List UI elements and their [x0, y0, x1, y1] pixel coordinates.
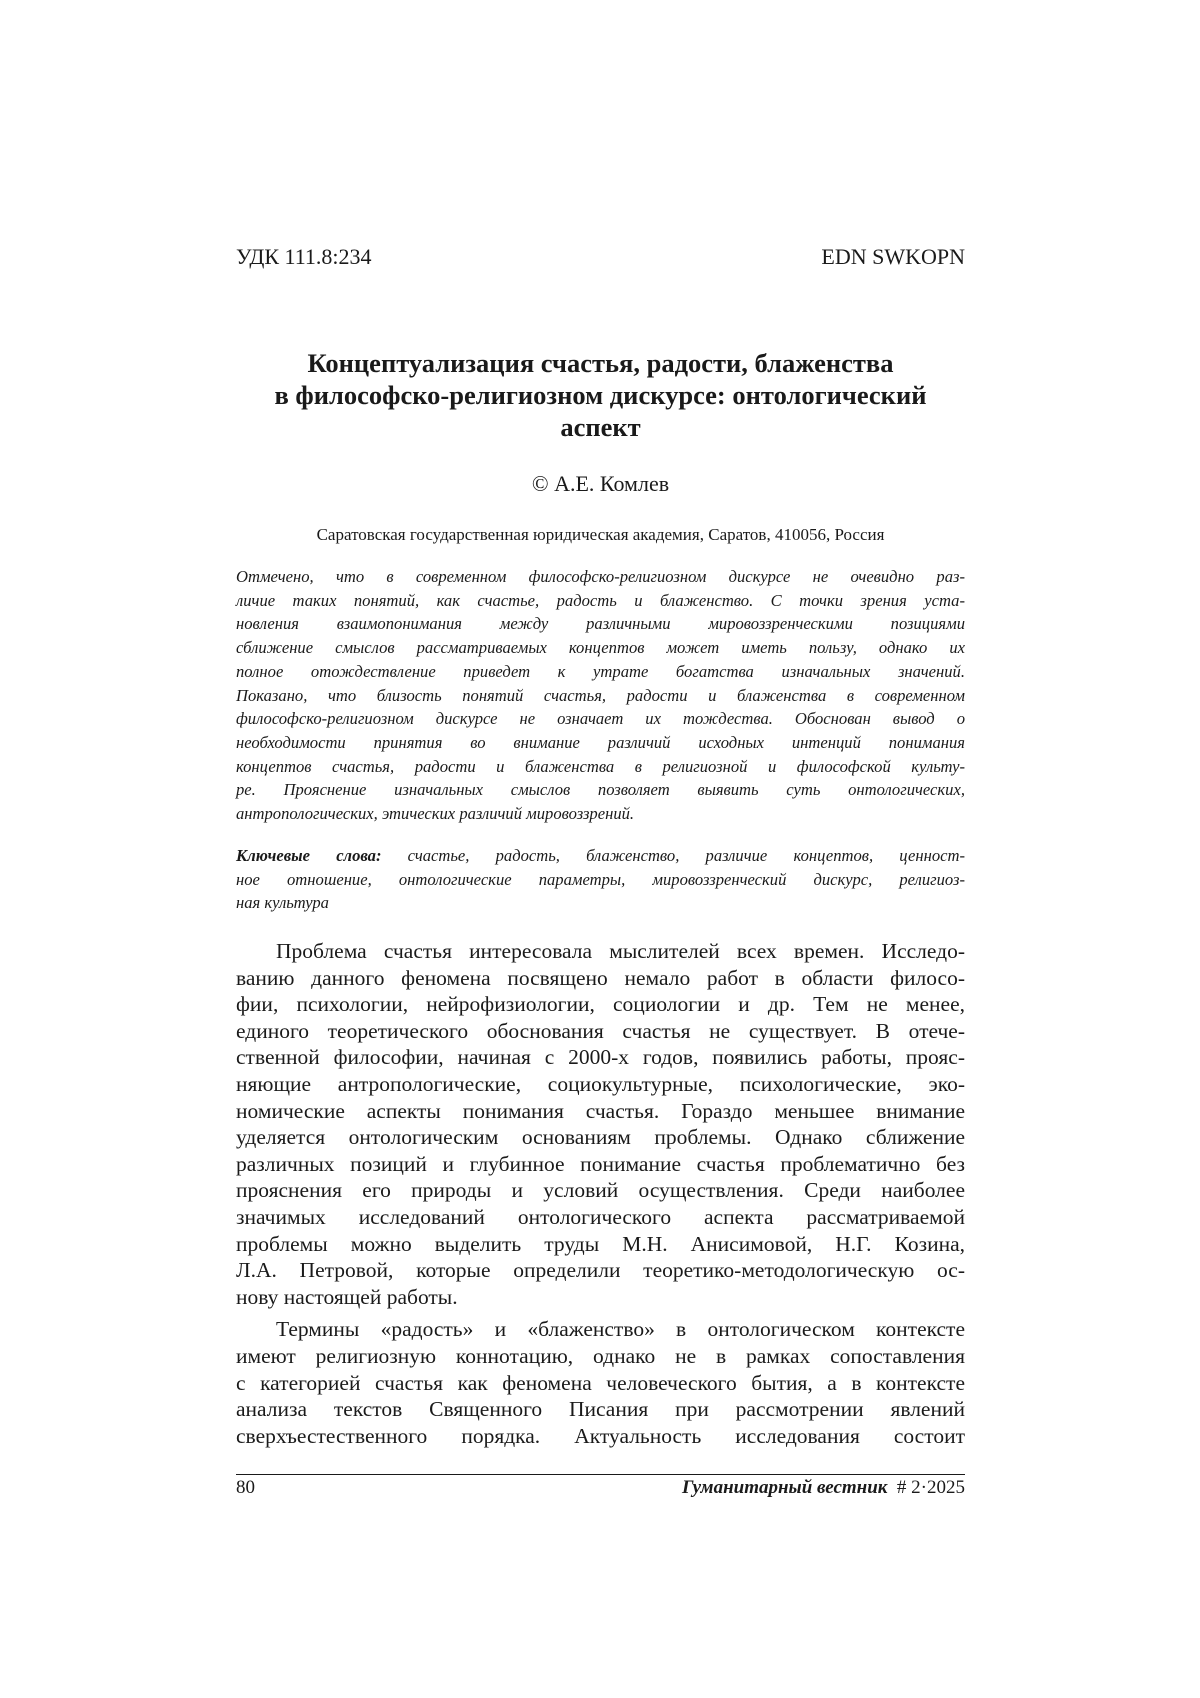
keywords-line-1	[236, 844, 965, 868]
title-line-1: Концептуализация счастья, радости, блаженства	[307, 348, 894, 378]
abstract-line: ре. Прояснение изначальных смыслов позволяет выявить суть онтологических,	[236, 780, 965, 800]
udk-code: УДК 111.8:234	[236, 244, 372, 269]
keywords-line-2: ное отношение, онтологические параметры, мировоззренческий дискурс, религиоз-	[236, 869, 965, 889]
body-text	[236, 938, 965, 1449]
author: © А.Е. Комлев	[531, 471, 670, 496]
body-line: единого теоретического обоснования счастья не существует. В отече-	[236, 1018, 965, 1043]
body-line: прояснения его природы и условий осуществления. Среди наиболее	[236, 1178, 965, 1203]
abstract-line: полное отождествление приведет к утрате богатства изначальных значений.	[236, 661, 965, 681]
body-line: номические аспекты понимания счастья. Гораздо меньшее внимание	[236, 1098, 965, 1123]
footer-rule	[236, 1474, 965, 1475]
body-line: с категорией счастья как феномена человеческого бытия, а в контексте	[236, 1370, 965, 1395]
page-footer	[236, 1477, 965, 1499]
body-line: различных позиций и глубинное понимание счастья проблематично без	[236, 1151, 965, 1176]
header-line	[236, 244, 965, 270]
body-line: проблемы можно выделить труды М.Н. Анисимовой, Н.Г. Козина,	[236, 1231, 965, 1256]
keywords	[236, 844, 965, 915]
body-line: имеют религиозную коннотацию, однако не в рамках сопоставления	[236, 1343, 965, 1368]
body-line: фии, психологии, нейрофизиологии, социологии и др. Тем не менее,	[236, 992, 965, 1017]
affiliation: Саратовская государственная юридическая академия, Саратов, 410056, Россия	[316, 525, 885, 544]
body-line: Термины «радость» и «блаженство» в онтологическом контексте	[276, 1317, 965, 1342]
body-line: уделяется онтологическим основаниям проблемы. Однако сближение	[236, 1125, 965, 1150]
body-line: няющие антропологические, социокультурные, психологические, эко-	[236, 1071, 965, 1096]
abstract-line: личие таких понятий, как счастье, радость и блаженство. С точки зрения уста-	[236, 590, 965, 610]
abstract-line: Показано, что близость понятий счастья, радости и блаженства в современном	[236, 685, 965, 705]
title-line-3: аспект	[560, 412, 641, 442]
abstract-line: Отмечено, что в современном философско-религиозном дискурсе не очевидно раз-	[236, 567, 965, 586]
issue-number: # 2·2025	[896, 1477, 965, 1498]
body-line: значимых исследований онтологического аспекта рассматриваемой	[236, 1204, 965, 1229]
journal-name: Гуманитарный вестник	[681, 1477, 888, 1498]
body-line: Л.А. Петровой, которые определили теоретико-методологическую ос-	[236, 1258, 965, 1283]
abstract-line: концептов счастья, радости и блаженства в религиозной и философской культу-	[236, 756, 965, 776]
title-line-2: в философско-религиозном дискурсе: онтологический	[274, 380, 927, 410]
keywords-label: Ключевые слова:	[236, 846, 382, 865]
body-line: сверхъестественного порядка. Актуальность исследования состоит	[236, 1423, 965, 1448]
abstract	[236, 565, 965, 826]
abstract-line: необходимости принятия во внимание различий исходных интенций понимания	[236, 732, 965, 752]
body-line: нову настоящей работы.	[236, 1284, 458, 1309]
edn-code: EDN SWKOPN	[821, 244, 965, 269]
keywords-text-1: счастье, радость, блаженство, различие концептов, ценност-	[407, 846, 965, 865]
body-line: анализа текстов Священного Писания при рассмотрении явлений	[236, 1397, 965, 1422]
body-line: ванию данного феномена посвящено немало работ в области филосо-	[236, 965, 965, 990]
abstract-line: философско-религиозном дискурсе не означает их тождества. Обоснован вывод о	[236, 709, 965, 729]
body-line: ственной философии, начиная с 2000-х годов, появились работы, прояс-	[236, 1045, 965, 1070]
abstract-line: антропологических, этических различий мировоззрений.	[236, 804, 635, 824]
article-title	[236, 347, 965, 443]
page-number: 80	[236, 1477, 255, 1498]
keywords-line-3: ная культура	[236, 893, 329, 913]
journal-info	[682, 1477, 965, 1499]
body-line: Проблема счастья интересовала мыслителей всех времен. Исследо-	[276, 939, 965, 963]
abstract-line: сближение смыслов рассматриваемых концептов может иметь пользу, однако их	[236, 638, 965, 658]
abstract-line: новления взаимопонимания между различными мировоззренческими позициями	[236, 614, 965, 634]
